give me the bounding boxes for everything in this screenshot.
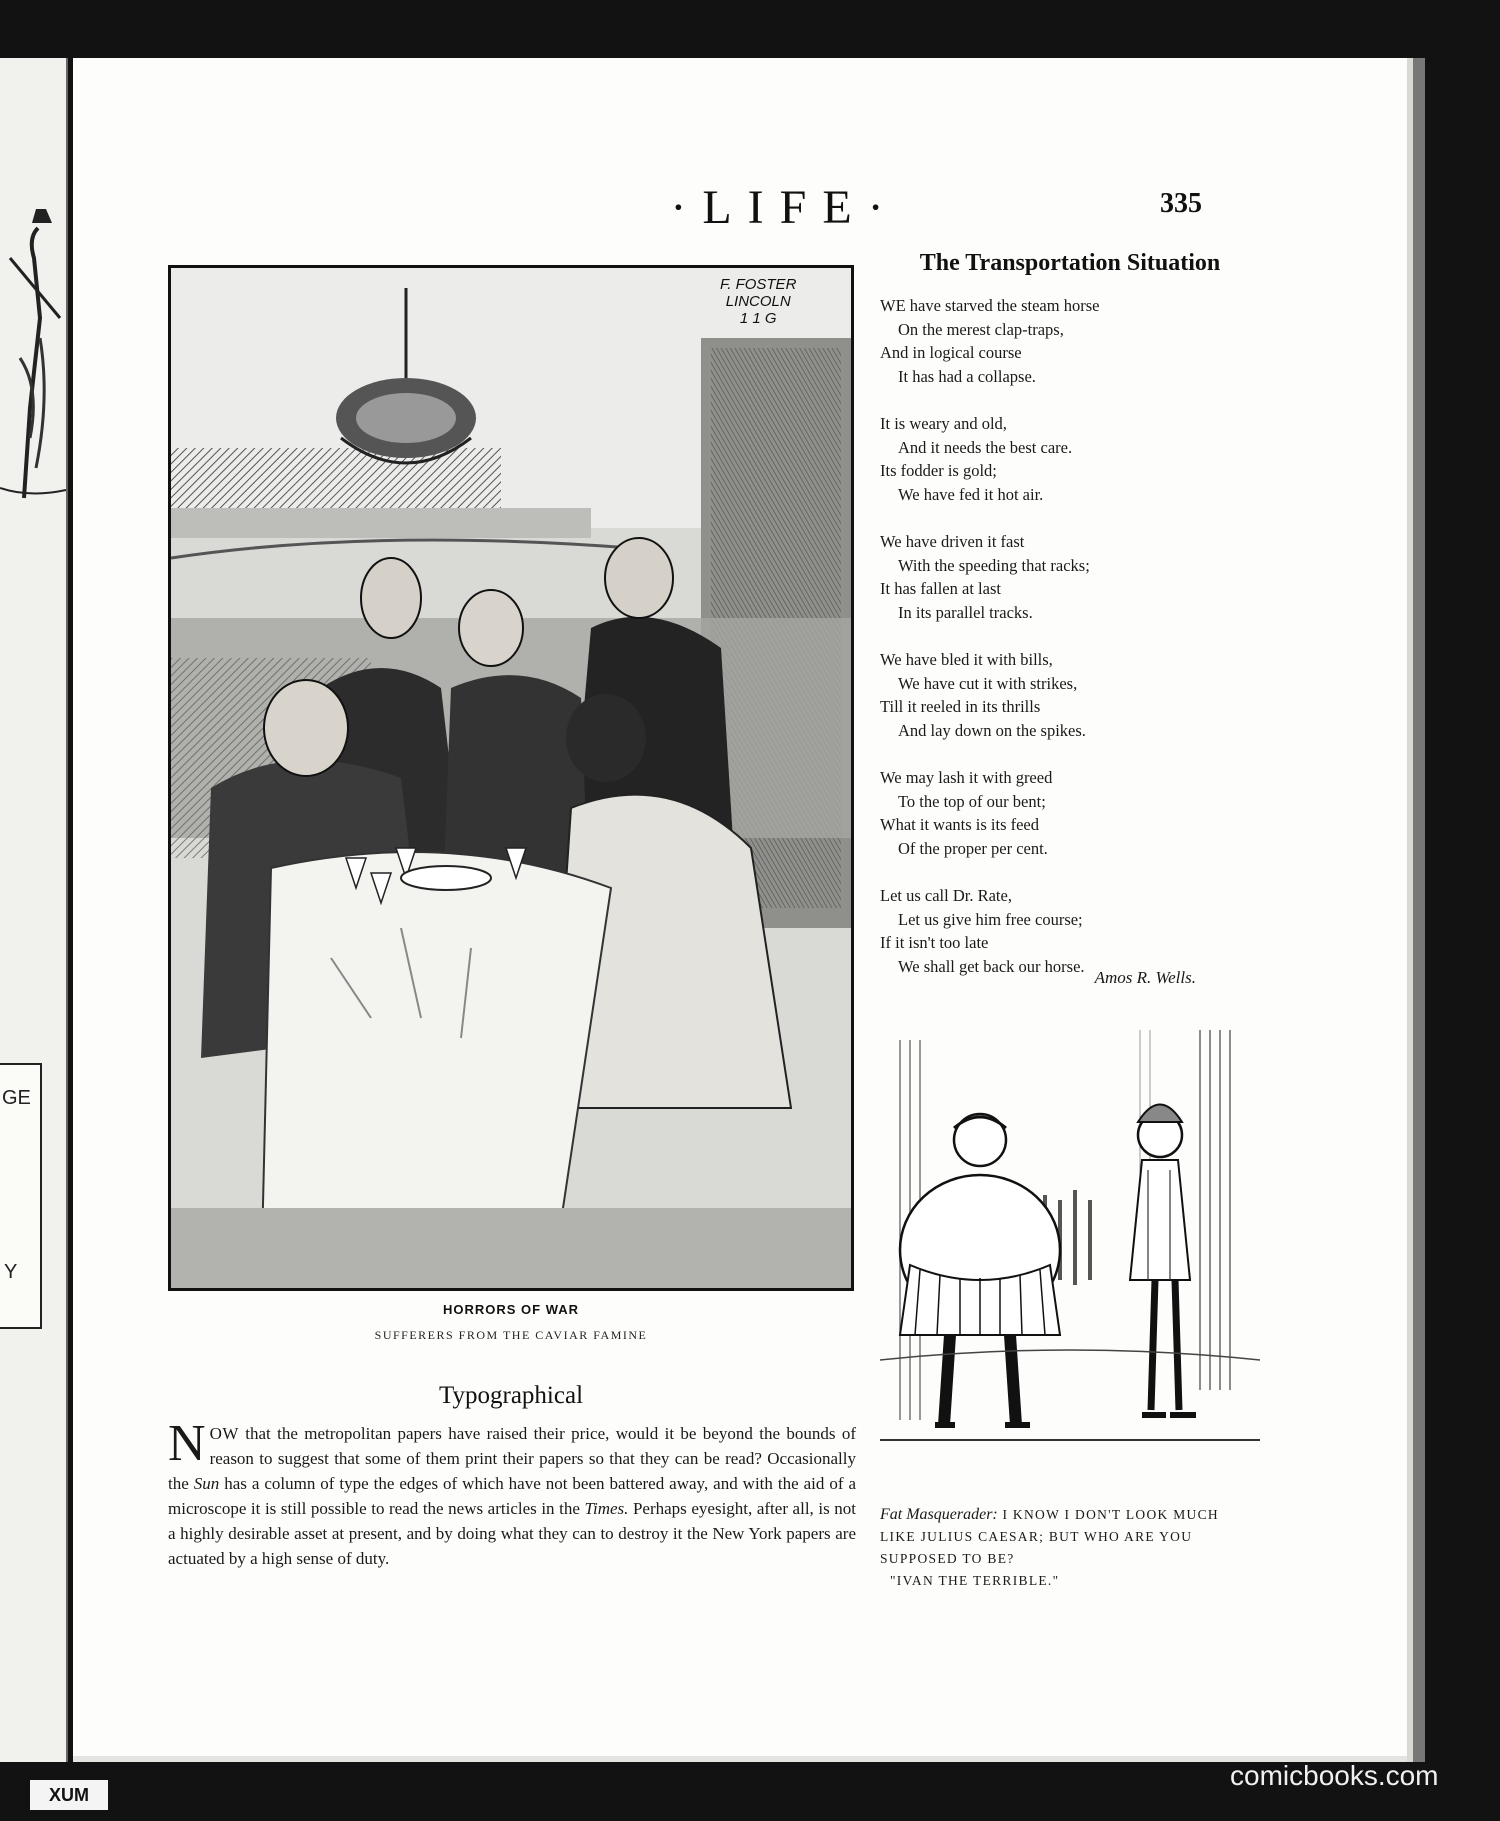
restaurant-scene-drawing [171, 268, 851, 1288]
poem-line: We shall get back our horse. [898, 956, 1085, 976]
poem-line: Let us give him free course; [898, 909, 1083, 929]
poem-line: WE have starved the steam horse [880, 296, 1100, 315]
poem-stanza [880, 648, 1210, 742]
article-lead: OW [209, 1424, 239, 1443]
illustration-caption-subtitle: SUFFERERS FROM THE CAVIAR FAMINE [374, 1328, 648, 1342]
poem-line: To the top of our bent; [898, 791, 1046, 811]
article-text: has a column of type the edges of which have not been battered away, and with the aid of a microscope it is still possible to read the news articles in the [168, 1474, 856, 1518]
facing-page-fragment: GE [2, 1087, 31, 1109]
cartoon-reply: "IVAN THE TERRIBLE." [890, 1573, 1060, 1588]
poem-line: And it needs the best care. [898, 437, 1073, 457]
poem-stanza [880, 412, 1210, 506]
cartoon-masquerade [880, 1030, 1260, 1470]
article-body [168, 1415, 856, 1571]
poem-line: It is weary and old, [880, 414, 1007, 433]
facing-page-fragment: Y [4, 1261, 18, 1283]
poem-line: Till it reeled in its thrills [880, 697, 1041, 716]
article-times: Times. [584, 1499, 629, 1518]
artist-signature [720, 276, 796, 327]
cartoon-drawing [880, 1030, 1260, 1470]
poem-line: Let us call Dr. Rate, [880, 886, 1012, 905]
poem-title: The Transportation Situation [919, 250, 1221, 276]
poem-author: Amos R. Wells. [1094, 968, 1196, 987]
poem-line: What it wants is its feed [880, 815, 1040, 834]
poem-stanza [880, 766, 1210, 860]
footer-tag: XUM [30, 1780, 108, 1810]
page-edge [1413, 58, 1425, 1762]
article-dropcap: N [168, 1415, 206, 1472]
facing-page-box [0, 1063, 42, 1329]
facing-page-strip [0, 58, 68, 1762]
watermark: comicbooks.com [1230, 1760, 1439, 1791]
illustration-horrors-of-war [168, 265, 854, 1291]
poem-stanza [880, 294, 1210, 388]
cartoon-caption [880, 1504, 1220, 1592]
poem-line: We have bled it with bills, [880, 650, 1053, 669]
poem-line: On the merest clap-traps, [898, 319, 1064, 339]
poem-line: And in logical course [880, 343, 1022, 362]
signature-line: LINCOLN [725, 293, 791, 310]
article-sun: Sun [193, 1474, 220, 1493]
poem-body [880, 294, 1210, 1002]
cartoon-speaker: Fat Masquerader: [880, 1506, 998, 1523]
poem-line: Its fodder is gold; [880, 461, 997, 480]
poem-line: If it isn't too late [880, 933, 989, 952]
poem-stanza [880, 530, 1210, 624]
poem-line: In its parallel tracks. [898, 602, 1033, 622]
masthead: ·LIFE· [670, 181, 900, 234]
poem-line: It has had a collapse. [898, 366, 1036, 386]
illustration-caption-title: HORRORS OF WAR [442, 1302, 580, 1317]
poem-line: Of the proper per cent. [898, 838, 1048, 858]
poem-line: With the speeding that racks; [898, 555, 1090, 575]
poem-line: We have fed it hot air. [898, 484, 1044, 504]
signature-line: F. FOSTER [720, 276, 797, 293]
facing-page-figure [0, 58, 66, 528]
poem-line: It has fallen at last [880, 579, 1001, 598]
page-number: 335 [1160, 188, 1202, 219]
poem-stanza [880, 884, 1210, 978]
poem-line: And lay down on the spikes. [898, 720, 1086, 740]
poem-line: We have driven it fast [880, 532, 1025, 551]
poem-line: We may lash it with greed [880, 768, 1053, 787]
signature-line: 1 1 G [739, 310, 777, 327]
poem-line: We have cut it with strikes, [898, 673, 1078, 693]
article-text: Perhaps eyesight, after all, is not a highly desirable asset at present, and by doing what they can to destroy it the New York papers are actuated by a high sense of duty. [168, 1499, 856, 1568]
cartoon-line: I KNOW I DON'T LOOK MUCH LIKE JULIUS CAESAR; BUT WHO ARE YOU SUPPOSED TO BE? [880, 1507, 1219, 1566]
article-heading: Typographical [438, 1382, 584, 1409]
article-text: that the metropolitan papers have raised their price, would it be beyond the bounds of reason to suggest that some of them print their papers so that they can be read? Occasionally the [168, 1424, 856, 1493]
